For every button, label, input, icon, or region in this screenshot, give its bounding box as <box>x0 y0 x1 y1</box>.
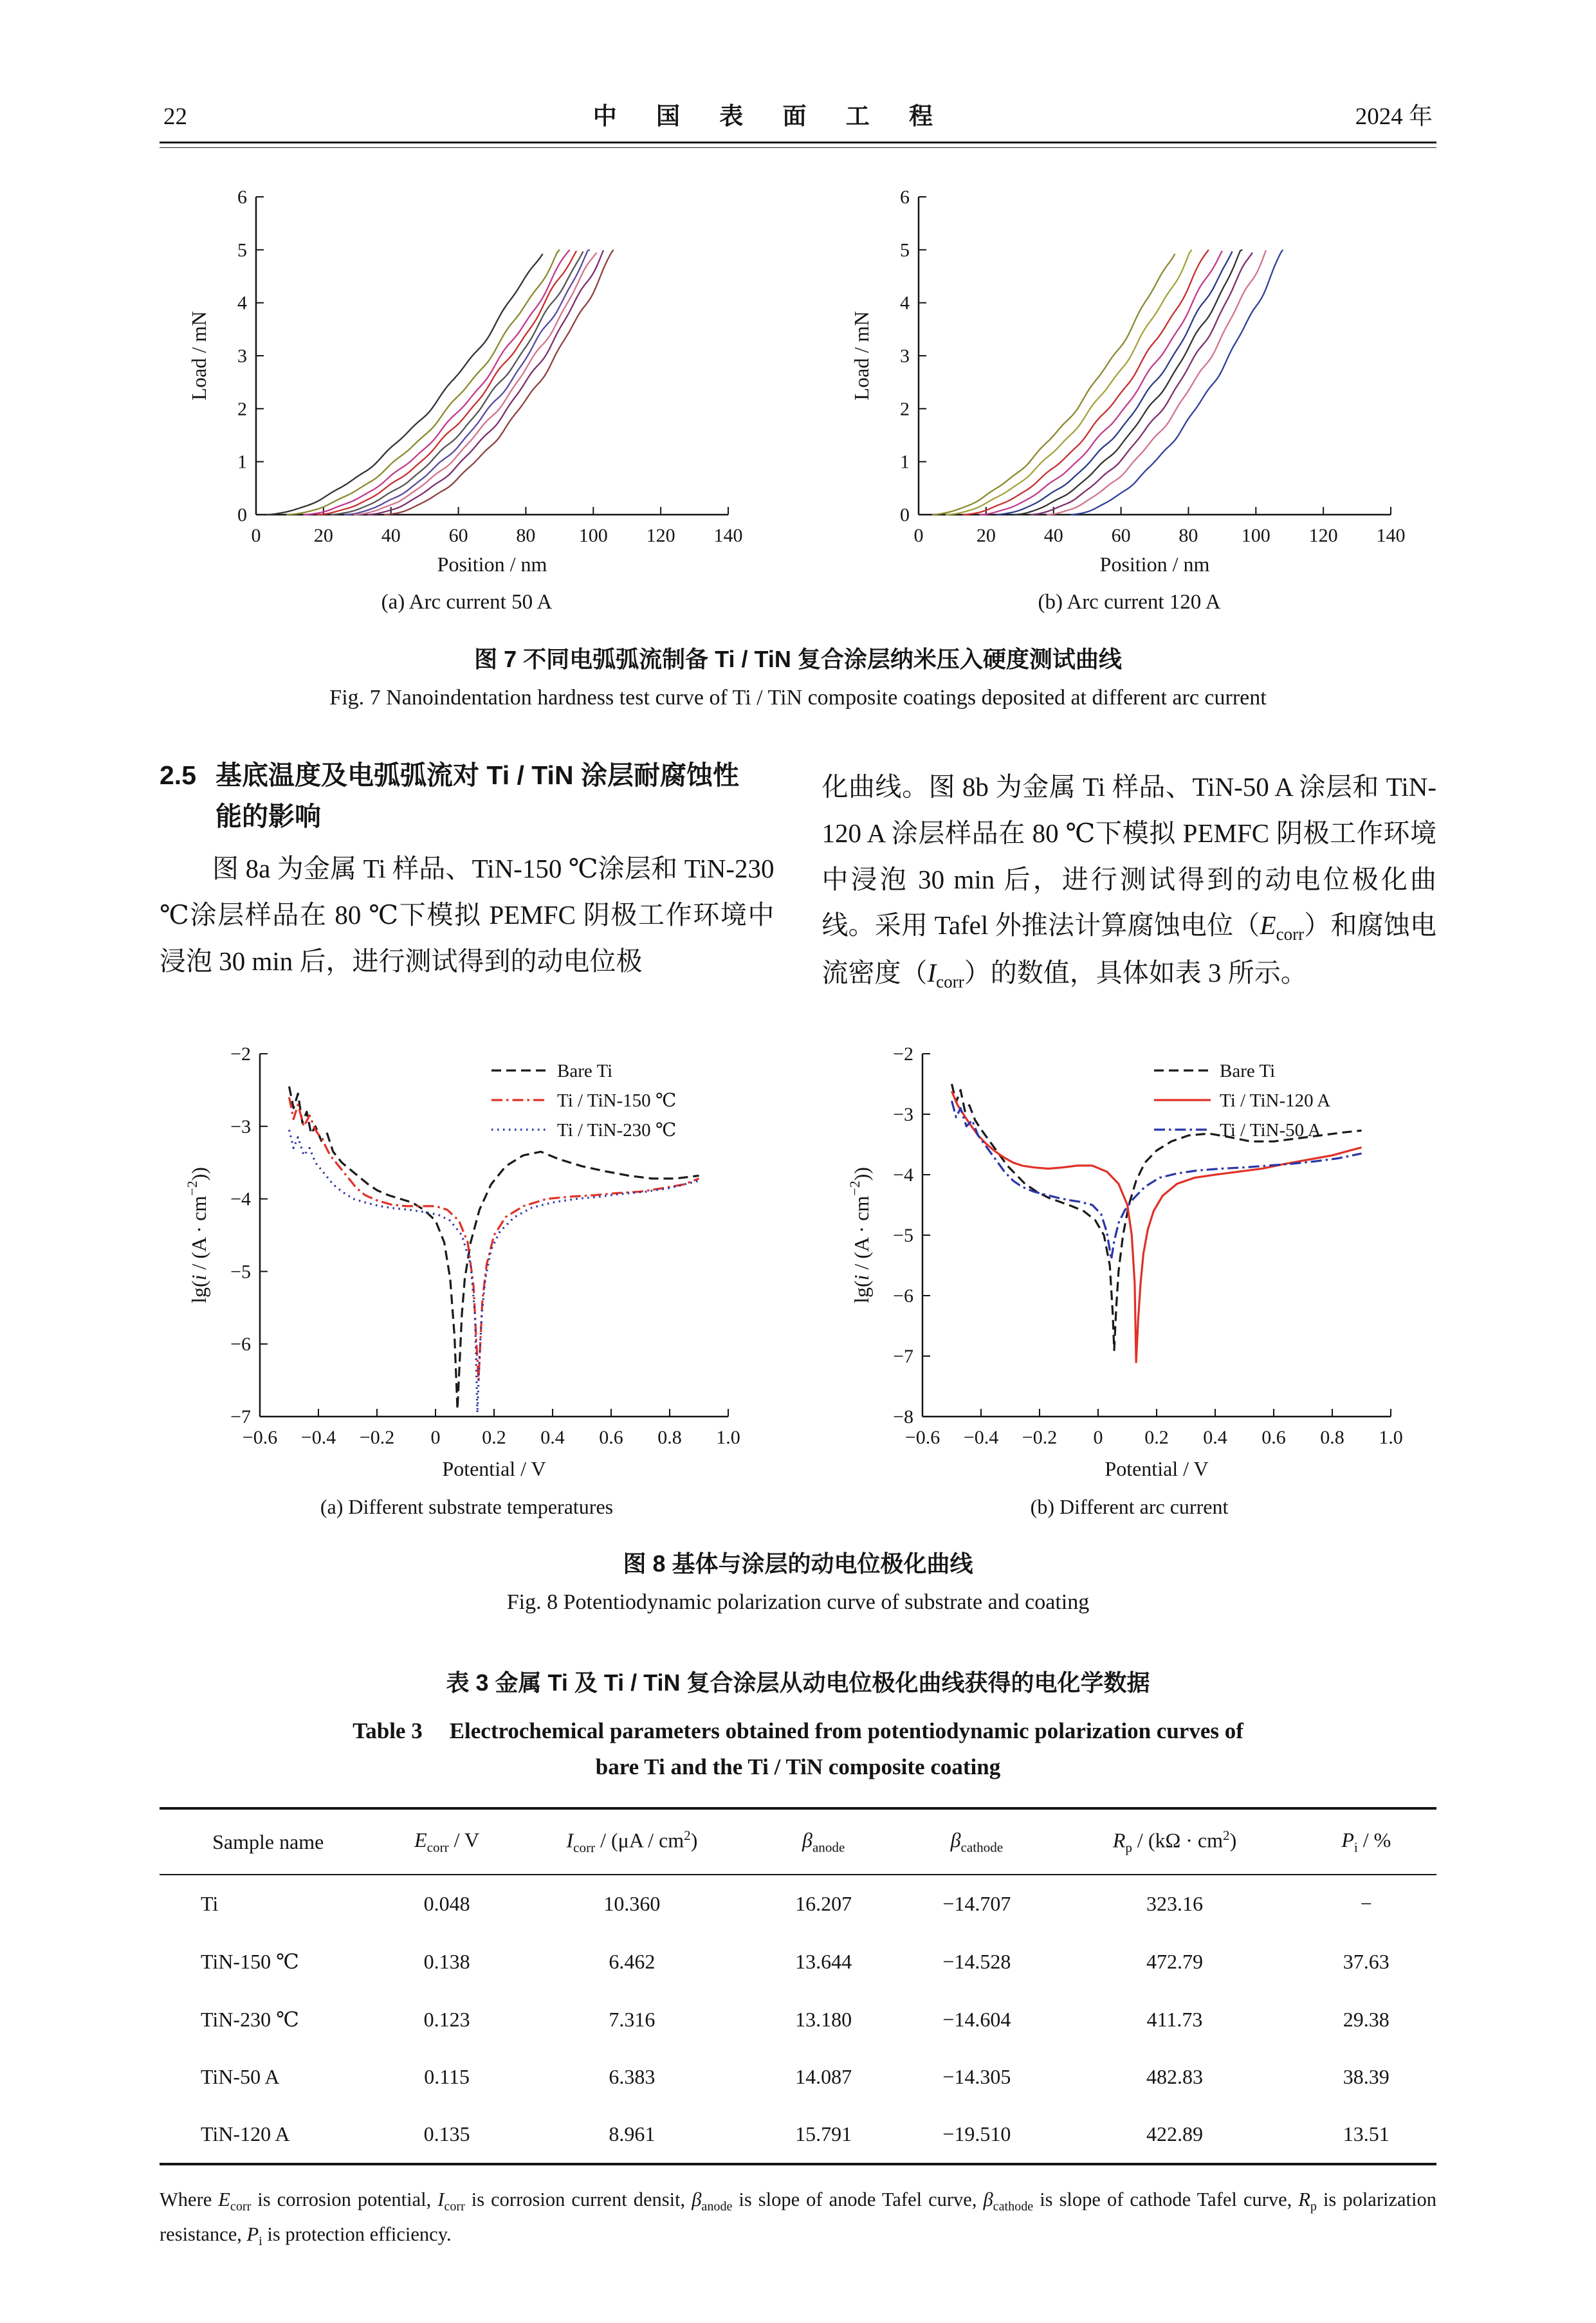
x-tick-label: 0 <box>913 525 923 546</box>
x-tick-label: −0.2 <box>359 1427 394 1449</box>
nanoindentation-chart-50A <box>184 185 750 584</box>
x-tick-label: −0.6 <box>242 1427 277 1449</box>
y-tick-label: −7 <box>230 1406 251 1428</box>
x-tick-label: 20 <box>976 525 996 546</box>
y-tick-label: 6 <box>899 187 910 208</box>
paragraph-right: 化曲线。图 8b 为金属 Ti 样品、TiN-50 A 涂层和 TiN-120 A 涂层样品在 80 ℃下模拟 PEMFC 阴极工作环境中浸泡 30 min 后，进行测试得到的动电位极化曲线。采用 Tafel 外推法计算腐蚀电位$(E_{corr})$和腐蚀电流密度$(I_{corr})$的数值，具体如表 3 所示。 <box>821 772 1437 991</box>
table-cell: 6.383 <box>609 2065 656 2089</box>
x-tick-label: 40 <box>1043 525 1063 546</box>
y-tick-label: 2 <box>237 398 247 420</box>
table-cell: −19.510 <box>942 2122 1011 2146</box>
table-cell: 37.63 <box>1343 1949 1390 1973</box>
table-cell: TiN-230 ℃ <box>201 2008 299 2032</box>
x-tick-label: 0.2 <box>1144 1427 1169 1449</box>
x-tick-label: 100 <box>578 525 608 546</box>
table-cell: −14.604 <box>942 2007 1011 2031</box>
figure7-row <box>160 185 1436 614</box>
x-tick-label: −0.6 <box>904 1427 940 1449</box>
table-cell: 29.38 <box>1343 2007 1390 2031</box>
table-row <box>160 1990 1436 2048</box>
x-axis-label: Potential / V <box>1104 1457 1209 1481</box>
figure8b <box>847 1038 1413 1519</box>
x-tick-label: −0.2 <box>1022 1427 1057 1449</box>
legend-label: Ti / TiN-230 ℃ <box>556 1120 676 1141</box>
x-tick-label: −0.4 <box>963 1427 998 1449</box>
x-tick-label: 80 <box>1178 525 1198 546</box>
section-number: 2.5 <box>160 760 196 790</box>
table3-caption-text: Electrochemical parameters obtained from potentiodynamic polarization curves of <box>449 1718 1243 1744</box>
table-cell: 15.791 <box>795 2122 852 2146</box>
table-cell: 10.360 <box>603 1892 661 1916</box>
x-axis-label: Position / nm <box>437 553 547 576</box>
table-header-cell: $R_p / (k\Omega \cdot cm^2)$ <box>1053 1808 1296 1875</box>
table-row <box>160 1933 1436 1990</box>
table-cell: TiN-120 A <box>201 2122 290 2146</box>
table-cell: 7.316 <box>609 2007 656 2031</box>
table-cell: 0.123 <box>423 2007 470 2031</box>
table-cell: 422.89 <box>1146 2122 1204 2146</box>
table-cell: − <box>1360 1892 1372 1916</box>
y-tick-label: −4 <box>230 1188 251 1210</box>
x-tick-label: 0.4 <box>1202 1427 1227 1449</box>
y-tick-label: −4 <box>892 1164 913 1186</box>
figure8b-subcaption: (b) Different arc current <box>1030 1495 1229 1519</box>
table-cell: 0.115 <box>424 2065 470 2089</box>
y-tick-label: 5 <box>899 239 910 261</box>
table-header-cell: $I_{corr} / (\mu A / cm^2)$ <box>517 1808 747 1875</box>
y-tick-label: −5 <box>892 1225 913 1247</box>
loading-curve <box>979 251 1222 515</box>
table-cell: Ti <box>201 1892 219 1916</box>
y-tick-label: −6 <box>892 1285 913 1307</box>
y-tick-label: −6 <box>230 1334 251 1355</box>
header-year: 2024 年 <box>1355 104 1433 130</box>
section-title <box>216 755 739 837</box>
table-cell: 13.644 <box>795 1949 852 1973</box>
y-tick-label: −2 <box>892 1043 913 1065</box>
table-cell: 0.138 <box>423 1949 470 1973</box>
x-tick-label: 0 <box>430 1427 440 1449</box>
table-cell: 0.048 <box>423 1892 470 1916</box>
table-header-cell: $E_{corr}$ / V <box>376 1808 517 1875</box>
section-2-5 <box>160 755 1436 997</box>
figure8-caption-en: Fig. 8 Potentiodynamic polarization curve of substrate and coating <box>506 1590 1090 1615</box>
table-header-cell: $\beta_{cathode}$ <box>900 1808 1053 1875</box>
electrochemical-table <box>160 1807 1436 2165</box>
table-cell: 6.462 <box>609 1949 656 1973</box>
table3-caption-en <box>160 1713 1436 1785</box>
table3-block <box>160 1665 1436 2252</box>
figure7-block <box>160 185 1436 710</box>
table-body <box>160 1875 1436 2164</box>
journal-title: 中 国 表 面 工 程 <box>592 104 949 130</box>
y-tick-label: 1 <box>237 451 247 473</box>
figure8-block <box>160 1038 1436 1615</box>
table-cell: −14.305 <box>942 2065 1011 2089</box>
x-tick-label: 140 <box>713 525 742 546</box>
table-cell: TiN-150 ℃ <box>201 1950 299 1974</box>
x-tick-label: 40 <box>381 525 401 546</box>
table-cell: 38.39 <box>1343 2065 1390 2089</box>
table-cell: 323.16 <box>1146 1892 1204 1916</box>
loading-curve <box>316 251 576 515</box>
loading-curve <box>330 252 583 515</box>
y-tick-label: 3 <box>237 345 247 367</box>
legend-label: Bare Ti <box>1219 1061 1275 1082</box>
figure8-caption-zh: 图 8 基体与涂层的动电位极化曲线 <box>623 1550 973 1577</box>
loading-curve <box>996 252 1232 515</box>
series-curve <box>289 1130 699 1413</box>
x-tick-label: 0 <box>1093 1427 1103 1449</box>
page-header <box>160 96 1436 142</box>
x-tick-label: 140 <box>1376 525 1405 546</box>
figure8-row <box>160 1038 1436 1519</box>
x-tick-label: 0 <box>251 525 261 546</box>
table-header-cell: Sample name <box>160 1808 376 1875</box>
table-row <box>160 2106 1436 2164</box>
table-row <box>160 1875 1436 1933</box>
loading-curve <box>286 250 560 515</box>
y-tick-label: 5 <box>237 239 247 261</box>
table-header-cell: $\beta_{anode}$ <box>747 1808 900 1875</box>
y-tick-label: 0 <box>237 504 247 526</box>
table-cell: 8.961 <box>609 2122 656 2146</box>
y-tick-label: −3 <box>892 1104 913 1126</box>
x-tick-label: 120 <box>1308 525 1338 546</box>
page-number: 22 <box>163 104 187 130</box>
table-cell: −14.707 <box>942 1892 1011 1916</box>
y-tick-label: 4 <box>237 292 247 314</box>
y-tick-label: 4 <box>899 292 910 314</box>
table-cell: 13.180 <box>795 2007 852 2031</box>
x-tick-label: 0.2 <box>481 1427 506 1449</box>
table-row <box>160 2048 1436 2106</box>
x-tick-label: 120 <box>646 525 675 546</box>
x-tick-label: 1.0 <box>715 1427 740 1449</box>
figure7a-subcaption: (a) Arc current 50 A <box>381 591 553 614</box>
legend-label: Ti / TiN-50 A <box>1219 1120 1321 1141</box>
section-heading <box>160 755 775 837</box>
y-axis-label: Load / mN <box>187 311 210 401</box>
header-rule <box>160 142 1436 148</box>
paragraph-left: 图 8a 为金属 Ti 样品、TiN-150 ℃涂层和 TiN-230 ℃涂层样品在 80 ℃下模拟 PEMFC 阴极工作环境中浸泡 30 min 后，进行测试得到的动电位极 <box>160 854 775 976</box>
x-tick-label: 1.0 <box>1378 1427 1403 1449</box>
table-footnote: Where $E_{corr}$ is corrosion potential, $I_{corr}$ is corrosion current densit, $\beta_{anode}$ is slope of anode Tafel curve, $\beta_{cathode}$ is slope of cathode Tafel curve, $R_p$ is polarization resistance, $P_i$ is protection efficiency. <box>160 2189 1436 2248</box>
figure7b-subcaption: (b) Arc current 120 A <box>1038 591 1221 614</box>
y-tick-label: 0 <box>899 504 910 526</box>
table3-caption-en-line1 <box>160 1713 1436 1749</box>
x-tick-label: 60 <box>1111 525 1131 546</box>
y-axis-label: Load / mN <box>849 311 873 401</box>
figure8a <box>184 1038 750 1519</box>
table-cell: 14.087 <box>795 2065 852 2089</box>
y-tick-label: −2 <box>230 1043 251 1065</box>
loading-curve <box>962 250 1209 515</box>
x-tick-label: 0.8 <box>1319 1427 1344 1449</box>
table3-caption-zh: 表 3 金属 Ti 及 Ti / TiN 复合涂层从动电位极化曲线获得的电化学数据 <box>446 1669 1150 1696</box>
table-cell: 472.79 <box>1146 1949 1204 1973</box>
y-tick-label: −7 <box>892 1346 913 1368</box>
section-title-line1: 基底温度及电弧弧流对 Ti / TiN 涂层耐腐蚀性 <box>216 760 739 790</box>
y-tick-label: −8 <box>892 1406 913 1428</box>
x-tick-label: 20 <box>313 525 333 546</box>
y-axis-label: $\lg(i / (A \cdot cm^{-2}))$ <box>183 1167 210 1304</box>
table-header-row <box>160 1808 1436 1875</box>
x-tick-label: 0.8 <box>657 1427 682 1449</box>
y-tick-label: 2 <box>899 398 910 420</box>
table-cell: 16.207 <box>795 1892 852 1916</box>
figure8a-subcaption: (a) Different substrate temperatures <box>320 1495 614 1519</box>
figure7b <box>847 185 1413 614</box>
loading-curve <box>1013 250 1242 515</box>
legend-label: Ti / TiN-120 A <box>1219 1090 1330 1112</box>
text-column-right <box>822 755 1437 997</box>
y-axis-label: $\lg(i / (A \cdot cm^{-2}))$ <box>846 1167 873 1304</box>
x-axis-label: Potential / V <box>441 1457 546 1481</box>
text-column-left <box>160 755 775 997</box>
y-tick-label: −3 <box>230 1116 251 1138</box>
table-cell: TiN-50 A <box>201 2065 280 2089</box>
legend-label: Bare Ti <box>556 1061 612 1082</box>
table-cell: 411.73 <box>1146 2007 1203 2031</box>
loading-curve <box>1047 250 1266 515</box>
figure7a <box>184 185 750 614</box>
y-tick-label: 1 <box>899 451 910 473</box>
y-tick-label: 6 <box>237 187 247 208</box>
loading-curve <box>303 250 569 515</box>
table-cell: 482.83 <box>1146 2065 1204 2089</box>
x-tick-label: 0.4 <box>540 1427 565 1449</box>
table-cell: 13.51 <box>1343 2122 1390 2146</box>
figure7-caption-en: Fig. 7 Nanoindentation hardness test curve of Ti / TiN composite coatings deposited at different arc current <box>329 686 1267 710</box>
table-cell: −14.528 <box>942 1949 1011 1973</box>
legend-label: Ti / TiN-150 ℃ <box>556 1090 676 1112</box>
table3-label: Table 3 <box>353 1718 423 1744</box>
loading-curve <box>932 254 1175 515</box>
table3-caption-en-line2: bare Ti and the Ti / TiN composite coating <box>595 1754 1001 1780</box>
nanoindentation-chart-120A <box>847 185 1413 584</box>
section-title-line2: 能的影响 <box>216 801 321 831</box>
x-tick-label: 60 <box>448 525 468 546</box>
figure7-caption-zh: 图 7 不同电弧弧流制备 Ti / TiN 复合涂层纳米压入硬度测试曲线 <box>474 646 1122 672</box>
loading-curve <box>1070 250 1282 515</box>
table-cell: 0.135 <box>423 2122 470 2146</box>
x-tick-label: 0.6 <box>1261 1427 1286 1449</box>
polarization-chart-substrate-temp <box>184 1038 750 1489</box>
y-tick-label: 3 <box>899 345 910 367</box>
x-tick-label: 100 <box>1241 525 1270 546</box>
x-tick-label: 80 <box>515 525 535 546</box>
polarization-chart-arc-current <box>847 1038 1413 1489</box>
x-tick-label: −0.4 <box>300 1427 336 1449</box>
table-header-cell: $P_i$ / % <box>1296 1808 1436 1875</box>
y-tick-label: −5 <box>230 1261 251 1283</box>
x-axis-label: Position / nm <box>1099 553 1209 576</box>
x-tick-label: 0.6 <box>598 1427 623 1449</box>
